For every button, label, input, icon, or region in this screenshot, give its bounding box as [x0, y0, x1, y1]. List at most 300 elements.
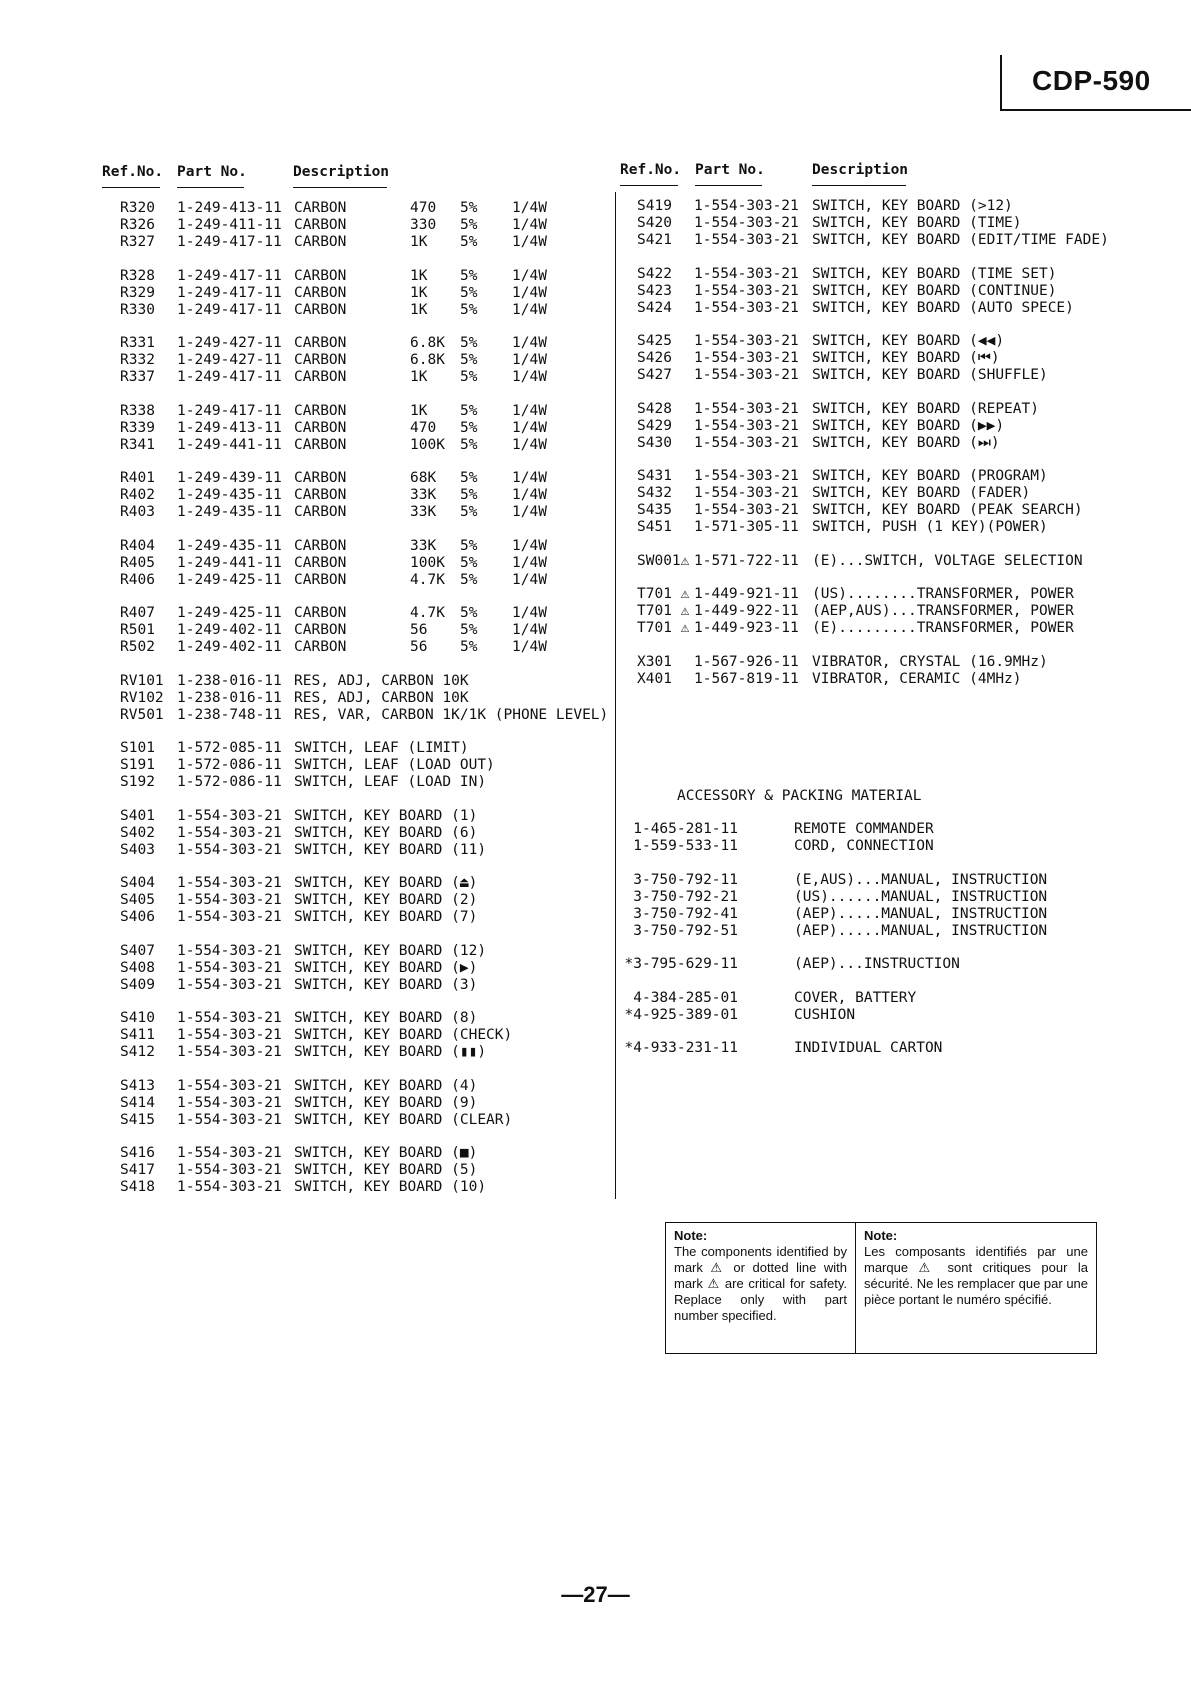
part-no: 1-249-417-11 — [177, 234, 282, 250]
description: SWITCH, KEY BOARD (11) — [294, 841, 487, 858]
part-no: 1-249-417-11 — [177, 402, 282, 419]
group-gap — [620, 317, 1100, 334]
part-no: 1-554-303-21 — [177, 892, 282, 908]
accessory-title: ACCESSORY & PACKING MATERIAL — [677, 788, 922, 804]
tolerance: 5% — [460, 622, 478, 638]
ref-no: RV501 — [120, 706, 164, 723]
ref-no: RV101 — [120, 672, 164, 689]
part-no: 1-249-441-11 — [177, 554, 282, 571]
description: (US)........TRANSFORMER, POWER — [812, 586, 1074, 602]
description: SWITCH, KEY BOARD (TIME SET) — [812, 265, 1057, 282]
description: RES, ADJ, CARBON 10K — [294, 689, 469, 706]
description: SWITCH, KEY BOARD (TIME) — [812, 215, 1022, 231]
part-row — [102, 487, 602, 504]
part-row — [102, 875, 602, 892]
ref-no: S411 — [120, 1027, 155, 1043]
part-row — [102, 420, 602, 437]
group-gap — [102, 319, 602, 336]
tolerance: 5% — [460, 301, 478, 318]
ref-no: S191 — [120, 757, 155, 773]
part-row — [102, 1162, 602, 1179]
part-row — [102, 504, 602, 521]
part-row — [620, 519, 1100, 536]
wattage: 1/4W — [512, 487, 547, 503]
ref-no: R339 — [120, 419, 155, 436]
part-row — [102, 572, 602, 589]
part-row — [102, 470, 602, 487]
description: CARBON — [294, 301, 347, 318]
ref-no: S429 — [637, 417, 672, 434]
part-row — [102, 639, 602, 656]
group-gap — [660, 940, 1100, 957]
description: SWITCH, KEY BOARD (⏮) — [812, 350, 1000, 366]
description: (E).........TRANSFORMER, POWER — [812, 620, 1074, 636]
description: SWITCH, KEY BOARD (2) — [294, 892, 478, 908]
part-row — [624, 1040, 1100, 1057]
part-no: 1-554-303-21 — [694, 215, 799, 231]
value: 1K — [410, 267, 428, 284]
ref-no: S412 — [120, 1044, 155, 1060]
description: SWITCH, KEY BOARD (8) — [294, 1010, 478, 1026]
description: SWITCH, KEY BOARD (■) — [294, 1145, 478, 1161]
right-header-ref: Ref.No. — [620, 162, 682, 178]
description: (AEP)...INSTRUCTION — [794, 956, 960, 972]
wattage: 1/4W — [512, 267, 547, 284]
part-no: 1-249-402-11 — [177, 639, 282, 655]
part-no: 1-554-303-21 — [177, 807, 282, 824]
part-row — [102, 740, 602, 757]
left-header-part-underline — [177, 187, 244, 188]
description: SWITCH, KEY BOARD (>12) — [812, 198, 1013, 214]
part-row — [102, 1078, 602, 1095]
part-row — [624, 1006, 1100, 1024]
tolerance: 5% — [460, 436, 478, 453]
description: SWITCH, KEY BOARD (10) — [294, 1179, 487, 1195]
part-no: 1-554-303-21 — [694, 502, 799, 518]
tolerance: 5% — [460, 419, 478, 436]
group-gap — [102, 1129, 602, 1146]
wattage: 1/4W — [512, 537, 547, 554]
right-parts-list — [620, 198, 1109, 688]
ref-no: R501 — [120, 622, 155, 638]
part-no: 1-554-303-21 — [694, 282, 799, 299]
wattage: 1/4W — [512, 639, 547, 655]
part-row — [620, 620, 1100, 637]
note-french-title: Note: — [864, 1228, 898, 1243]
tolerance: 5% — [460, 200, 478, 216]
part-row — [620, 502, 1100, 519]
part-row — [102, 1095, 602, 1112]
part-row — [102, 335, 602, 352]
ref-no: X301 — [637, 653, 672, 670]
group-gap — [102, 926, 602, 943]
ref-no: S431 — [637, 468, 672, 484]
description: CORD, CONNECTION — [794, 838, 934, 854]
ref-no: S405 — [120, 892, 155, 908]
part-no: 1-554-303-21 — [694, 434, 799, 451]
description: VIBRATOR, CERAMIC (4MHz) — [812, 670, 1022, 687]
ref-no: S413 — [120, 1077, 155, 1094]
part-no: 1-554-303-21 — [177, 824, 282, 841]
description: SWITCH, KEY BOARD (▶▶) — [812, 417, 1005, 434]
ref-no: R337 — [120, 369, 155, 385]
part-no: 1-571-722-11 — [694, 552, 799, 569]
part-row — [633, 905, 1100, 923]
column-divider — [615, 192, 616, 1199]
part-no: 1-554-303-21 — [694, 265, 799, 282]
wattage: 1/4W — [512, 200, 547, 216]
description: CARBON — [294, 217, 347, 233]
part-no: 1-238-016-11 — [177, 672, 282, 689]
part-no: 1-554-303-21 — [177, 909, 282, 925]
ref-no: R330 — [120, 301, 155, 318]
value: 33K — [410, 504, 437, 520]
ref-no: R338 — [120, 402, 155, 419]
ref-no: S421 — [637, 232, 672, 248]
ref-no: R320 — [120, 200, 155, 216]
part-no: 1-554-303-21 — [694, 333, 799, 349]
part-row — [102, 690, 602, 707]
group-gap — [102, 251, 602, 268]
part-no: 3-750-792-21 — [633, 888, 738, 905]
ref-no: R341 — [120, 436, 155, 453]
tolerance: 5% — [460, 234, 478, 250]
description: SWITCH, KEY BOARD (7) — [294, 909, 478, 925]
ref-no: S420 — [637, 215, 672, 231]
wattage: 1/4W — [512, 369, 547, 385]
description: (E,AUS)...MANUAL, INSTRUCTION — [794, 871, 1048, 888]
part-no: 1-554-303-21 — [694, 350, 799, 366]
part-row — [102, 757, 602, 774]
part-row — [102, 1027, 602, 1044]
ref-no: R327 — [120, 234, 155, 250]
description: SWITCH, KEY BOARD (CONTINUE) — [812, 282, 1057, 299]
part-row — [633, 888, 1100, 906]
part-row — [102, 352, 602, 369]
value: 4.7K — [410, 605, 445, 621]
part-no: 1-249-417-11 — [177, 301, 282, 318]
group-gap — [102, 454, 602, 471]
part-no: 1-567-819-11 — [694, 670, 799, 687]
value: 56 — [410, 639, 428, 655]
wattage: 1/4W — [512, 470, 547, 486]
part-no: 1-554-303-21 — [177, 1027, 282, 1043]
model-box — [1000, 55, 1191, 111]
value: 33K — [410, 487, 437, 503]
value: 6.8K — [410, 352, 445, 368]
part-row — [620, 468, 1100, 485]
part-no: 1-572-086-11 — [177, 774, 282, 790]
ref-no: S404 — [120, 875, 155, 891]
group-gap — [102, 521, 602, 538]
part-no: 3-750-792-41 — [633, 905, 738, 922]
value: 1K — [410, 402, 428, 419]
part-no: 1-554-303-21 — [694, 400, 799, 417]
right-header-desc: Description — [812, 162, 909, 178]
part-row — [620, 198, 1100, 215]
part-no: *3-795-629-11 — [624, 956, 738, 972]
description: CARBON — [294, 402, 347, 419]
description: CARBON — [294, 234, 347, 250]
part-no: 1-572-086-11 — [177, 757, 282, 773]
ref-no: S410 — [120, 1010, 155, 1026]
description: CARBON — [294, 200, 347, 216]
ref-no: R502 — [120, 639, 155, 655]
description: CARBON — [294, 622, 347, 638]
group-gap — [102, 859, 602, 876]
part-no: 1-249-402-11 — [177, 622, 282, 638]
description: SWITCH, KEY BOARD (▶) — [294, 959, 478, 976]
description: CARBON — [294, 436, 347, 453]
description: CARBON — [294, 284, 347, 301]
part-row — [102, 706, 609, 724]
ref-no: R328 — [120, 267, 155, 284]
ref-no: R406 — [120, 571, 155, 588]
description: CARBON — [294, 605, 347, 621]
ref-no: S409 — [120, 976, 155, 993]
value: 6.8K — [410, 335, 445, 351]
tolerance: 5% — [460, 217, 478, 233]
description: SWITCH, KEY BOARD (9) — [294, 1094, 478, 1111]
description: SWITCH, LEAF (LIMIT) — [294, 740, 469, 756]
part-no: 1-554-303-21 — [177, 1010, 282, 1026]
safety-note-table — [665, 1222, 1097, 1354]
description: CARBON — [294, 537, 347, 554]
ref-no: S425 — [637, 333, 672, 349]
part-no: 1-567-926-11 — [694, 653, 799, 670]
part-no: 1-249-435-11 — [177, 537, 282, 554]
part-no: 1-249-411-11 — [177, 217, 282, 233]
left-header-part: Part No. — [177, 164, 247, 180]
right-header-ref-underline — [620, 185, 678, 186]
ref-no: S451 — [637, 519, 672, 535]
ref-no: S435 — [637, 502, 672, 518]
part-no: 1-449-923-11 — [694, 620, 799, 636]
part-no: 1-249-427-11 — [177, 352, 282, 368]
ref-no: T701 ⚠ — [637, 620, 690, 636]
value: 470 — [410, 419, 437, 436]
part-row — [620, 300, 1100, 317]
description: SWITCH, PUSH (1 KEY)(POWER) — [812, 519, 1048, 535]
description: CARBON — [294, 639, 347, 655]
part-no: 1-554-303-21 — [694, 417, 799, 434]
ref-no: RV102 — [120, 689, 164, 706]
description: CUSHION — [794, 1006, 856, 1023]
ref-no: T701 ⚠ — [637, 586, 690, 602]
ref-no: S406 — [120, 909, 155, 925]
part-no: 1-554-303-21 — [694, 468, 799, 484]
description: INDIVIDUAL CARTON — [794, 1040, 943, 1056]
ref-no: R329 — [120, 284, 155, 301]
part-row — [102, 943, 602, 960]
part-no: 1-554-303-21 — [177, 875, 282, 891]
tolerance: 5% — [460, 369, 478, 385]
part-no: 1-249-435-11 — [177, 504, 282, 520]
left-header-desc-underline — [293, 187, 387, 188]
wattage: 1/4W — [512, 217, 547, 233]
tolerance: 5% — [460, 639, 478, 655]
part-row — [624, 956, 1100, 973]
part-no: 1-571-305-11 — [694, 519, 799, 535]
ref-no: S402 — [120, 824, 155, 841]
tolerance: 5% — [460, 402, 478, 419]
left-parts-list — [102, 200, 609, 1196]
description: SWITCH, KEY BOARD (PROGRAM) — [812, 468, 1048, 484]
part-no: 1-249-441-11 — [177, 436, 282, 453]
description: REMOTE COMMANDER — [794, 821, 934, 837]
wattage: 1/4W — [512, 504, 547, 520]
group-gap — [620, 384, 1100, 401]
value: 100K — [410, 554, 445, 571]
part-row — [102, 774, 602, 791]
ref-no: S416 — [120, 1145, 155, 1161]
ref-no: X401 — [637, 670, 672, 687]
description: SWITCH, KEY BOARD (3) — [294, 976, 478, 993]
part-no: 1-249-417-11 — [177, 284, 282, 301]
wattage: 1/4W — [512, 554, 547, 571]
group-gap — [660, 973, 1100, 990]
tolerance: 5% — [460, 352, 478, 368]
tolerance: 5% — [460, 537, 478, 554]
part-no: 1-249-417-11 — [177, 267, 282, 284]
part-no: 1-554-303-21 — [177, 1145, 282, 1161]
ref-no: S414 — [120, 1094, 155, 1111]
group-gap — [102, 656, 602, 673]
part-no: 1-554-303-21 — [177, 841, 282, 858]
wattage: 1/4W — [512, 571, 547, 588]
description: CARBON — [294, 571, 347, 588]
part-row — [620, 418, 1100, 435]
note-english — [666, 1223, 856, 1353]
part-no: 1-238-748-11 — [177, 706, 282, 723]
part-row — [620, 485, 1100, 502]
ref-no: S415 — [120, 1111, 155, 1128]
description: SWITCH, KEY BOARD (CLEAR) — [294, 1111, 513, 1128]
part-no: 1-238-016-11 — [177, 689, 282, 706]
tolerance: 5% — [460, 571, 478, 588]
value: 1K — [410, 301, 428, 318]
tolerance: 5% — [460, 605, 478, 621]
wattage: 1/4W — [512, 419, 547, 436]
part-no: *4-925-389-01 — [624, 1006, 738, 1023]
value: 1K — [410, 369, 428, 385]
description: CARBON — [294, 470, 347, 486]
description: SWITCH, KEY BOARD (SHUFFLE) — [812, 367, 1048, 383]
part-no: 1-554-303-21 — [177, 1162, 282, 1178]
description: SWITCH, LEAF (LOAD IN) — [294, 774, 487, 790]
description: (AEP,AUS)...TRANSFORMER, POWER — [812, 603, 1074, 619]
part-row — [620, 553, 1100, 570]
part-no: 1-249-435-11 — [177, 487, 282, 503]
ref-no: R407 — [120, 605, 155, 621]
tolerance: 5% — [460, 335, 478, 351]
part-row — [620, 350, 1100, 367]
part-no: 1-554-303-21 — [177, 1179, 282, 1195]
part-no: 1-572-085-11 — [177, 740, 282, 756]
wattage: 1/4W — [512, 436, 547, 453]
right-header-desc-underline — [812, 185, 906, 186]
ref-no: R331 — [120, 335, 155, 351]
part-row — [620, 283, 1100, 300]
description: SWITCH, KEY BOARD (4) — [294, 1077, 478, 1094]
part-row — [102, 622, 602, 639]
description: (AEP).....MANUAL, INSTRUCTION — [794, 922, 1048, 939]
ref-no: S430 — [637, 434, 672, 451]
part-row — [620, 232, 1109, 249]
part-no: 1-554-303-21 — [177, 976, 282, 993]
left-header-ref-underline — [102, 187, 160, 188]
part-no: 1-554-303-21 — [694, 198, 799, 214]
part-no: 1-249-425-11 — [177, 605, 282, 621]
part-row — [620, 654, 1100, 671]
part-row — [620, 401, 1100, 418]
part-no: 1-249-417-11 — [177, 369, 282, 385]
part-no: 1-465-281-11 — [633, 821, 738, 837]
tolerance: 5% — [460, 554, 478, 571]
part-row — [102, 285, 602, 302]
description: SWITCH, KEY BOARD (REPEAT) — [812, 400, 1039, 417]
part-no: 1-554-303-21 — [177, 1044, 282, 1060]
value: 4.7K — [410, 571, 445, 588]
description: SWITCH, KEY BOARD (◀◀) — [812, 333, 1005, 349]
part-no: 1-554-303-21 — [177, 942, 282, 959]
description: RES, VAR, CARBON 1K/1K (PHONE LEVEL) — [294, 706, 609, 723]
part-no: 1-249-427-11 — [177, 335, 282, 351]
part-row — [633, 922, 1100, 940]
part-no: 1-249-439-11 — [177, 470, 282, 486]
wattage: 1/4W — [512, 352, 547, 368]
note-french — [856, 1223, 1096, 1353]
description: SWITCH, KEY BOARD (1) — [294, 807, 478, 824]
part-row — [102, 1112, 602, 1129]
part-row — [620, 603, 1100, 620]
part-no: 1-554-303-21 — [177, 1094, 282, 1111]
ref-no: R403 — [120, 504, 155, 520]
wattage: 1/4W — [512, 622, 547, 638]
part-row — [102, 268, 602, 285]
ref-no: S101 — [120, 740, 155, 756]
description: CARBON — [294, 267, 347, 284]
part-row — [102, 825, 602, 842]
description: SWITCH, KEY BOARD (EDIT/TIME FADE) — [812, 232, 1109, 248]
description: (E)...SWITCH, VOLTAGE SELECTION — [812, 552, 1083, 569]
value: 68K — [410, 470, 437, 486]
group-gap — [102, 724, 602, 741]
ref-no: S407 — [120, 942, 155, 959]
ref-no: S422 — [637, 265, 672, 282]
left-header-ref: Ref.No. — [102, 164, 164, 180]
group-gap — [102, 386, 602, 403]
part-no: 3-750-792-11 — [633, 871, 738, 888]
group-gap — [660, 1024, 1100, 1041]
part-row — [620, 435, 1100, 452]
left-header-desc: Description — [293, 164, 390, 180]
group-gap — [102, 994, 602, 1011]
ref-no: S428 — [637, 400, 672, 417]
note-english-body: The components identified by mark ⚠ or dotted line with mark ⚠ are critical for safety. Replace only with part number specified. — [674, 1244, 847, 1323]
group-gap — [620, 570, 1100, 587]
description: CARBON — [294, 369, 347, 385]
tolerance: 5% — [460, 470, 478, 486]
part-row — [633, 838, 1100, 855]
description: SWITCH, KEY BOARD (PEAK SEARCH) — [812, 502, 1083, 518]
part-row — [102, 302, 602, 319]
part-no: 1-249-425-11 — [177, 571, 282, 588]
description: SWITCH, LEAF (LOAD OUT) — [294, 757, 495, 773]
value: 56 — [410, 622, 428, 638]
group-gap — [620, 249, 1100, 266]
description: SWITCH, KEY BOARD (⏭) — [812, 434, 1000, 451]
